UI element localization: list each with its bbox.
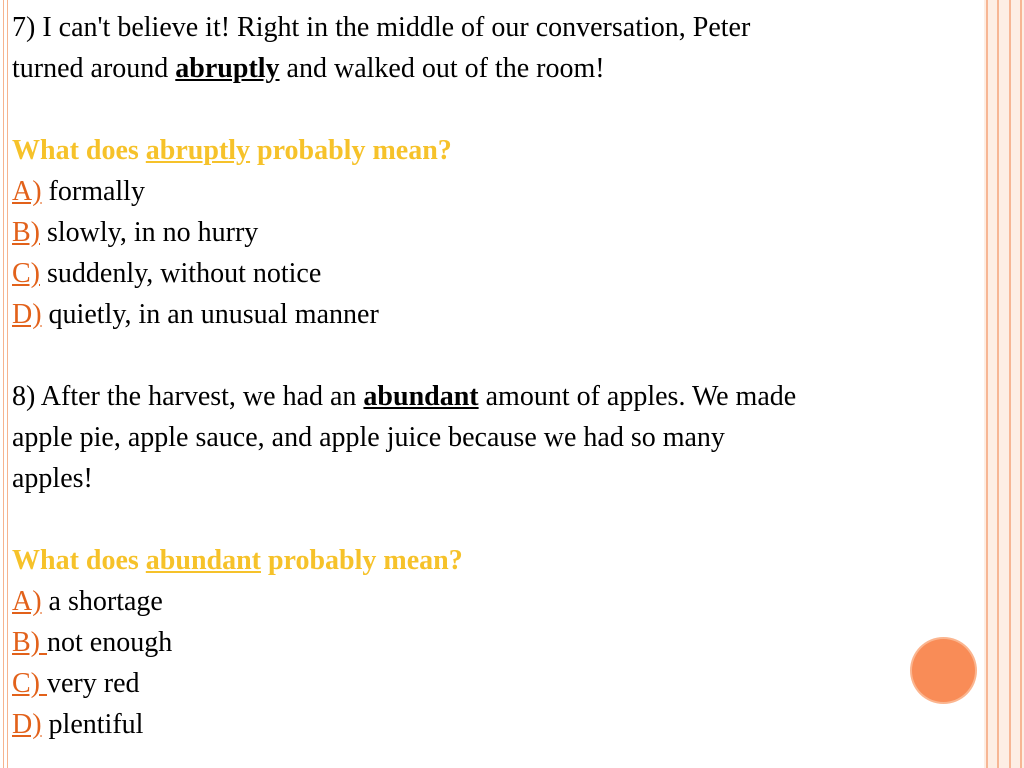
- q7-sentence-line2: turned around abruptly and walked out of the room!: [12, 53, 605, 84]
- q7-option-c[interactable]: C) suddenly, without notice: [12, 258, 322, 289]
- option-letter[interactable]: D): [12, 709, 42, 740]
- q8-sentence-line2: apple pie, apple sauce, and apple juice because we had so many: [12, 422, 725, 453]
- option-letter[interactable]: B): [12, 627, 47, 658]
- option-letter[interactable]: A): [12, 586, 42, 617]
- q7-question-keyword: abruptly: [145, 135, 251, 166]
- q8-option-b[interactable]: B) not enough: [12, 627, 173, 658]
- option-letter[interactable]: C): [12, 668, 47, 699]
- option-letter[interactable]: B): [12, 217, 40, 248]
- q7-option-d[interactable]: D) quietly, in an unusual manner: [12, 299, 379, 330]
- q8-question-keyword: abundant: [145, 545, 261, 576]
- q7-keyword: abruptly: [175, 53, 280, 84]
- q7-option-a[interactable]: A) formally: [12, 176, 145, 207]
- left-decor-line: [7, 0, 8, 768]
- q8-sentence-line3: apples!: [12, 463, 93, 494]
- q8-option-d[interactable]: D) plentiful: [12, 709, 144, 740]
- q8-question: What does abundant probably mean?: [12, 545, 463, 576]
- left-decor-line: [3, 0, 4, 768]
- q7-option-b[interactable]: B) slowly, in no hurry: [12, 217, 259, 248]
- option-letter[interactable]: C): [12, 258, 40, 289]
- q8-option-a[interactable]: A) a shortage: [12, 586, 163, 617]
- q8-sentence-line1: 8) After the harvest, we had an abundant amount of apples. We made: [12, 381, 797, 412]
- q8-option-c[interactable]: C) very red: [12, 668, 140, 699]
- option-letter[interactable]: A): [12, 176, 42, 207]
- slide-content: [12, 7, 974, 745]
- right-decor-panel: [984, 0, 1024, 768]
- option-letter[interactable]: D): [12, 299, 42, 330]
- q8-keyword: abundant: [363, 381, 479, 412]
- q7-sentence-line1: 7) I can't believe it! Right in the middle of our conversation, Peter: [12, 12, 751, 43]
- q7-question: What does abruptly probably mean?: [12, 135, 452, 166]
